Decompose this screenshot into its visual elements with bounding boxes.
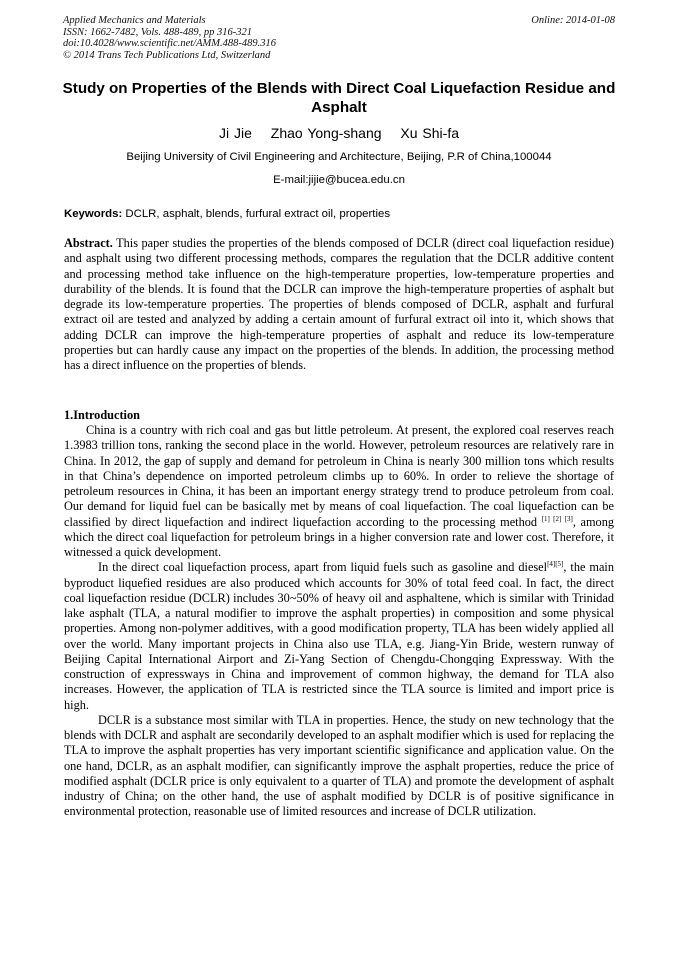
introduction-body bbox=[64, 423, 614, 820]
author-name: Ji Jie bbox=[218, 125, 252, 141]
journal-copyright: © 2014 Trans Tech Publications Ltd, Switzerland bbox=[63, 49, 271, 61]
journal-name: Applied Mechanics and Materials bbox=[63, 15, 206, 26]
abstract bbox=[64, 236, 614, 373]
affiliation: Beijing University of Civil Engineering and Architecture, Beijing, P.R of China,100044 bbox=[126, 151, 552, 163]
online-date: Online: 2014-01-08 bbox=[531, 15, 615, 26]
author-email: E-mail:jijie@bucea.edu.cn bbox=[273, 174, 405, 186]
paper-title: Study on Properties of the Blends with Direct Coal Liquefaction Residue and Asphalt bbox=[62, 80, 616, 116]
citation: [1] [2] [3] bbox=[541, 514, 573, 523]
journal-doi: doi:10.4028/www.scientific.net/AMM.488-489.316 bbox=[63, 38, 276, 49]
section-heading: 1.Introduction bbox=[64, 408, 140, 422]
journal-info bbox=[63, 15, 276, 61]
citation: [4][5] bbox=[547, 560, 564, 569]
abstract-label: Abstract. bbox=[64, 236, 113, 250]
paragraph: DCLR is a substance most similar with TLA in properties. Hence, the study on new technology that the blends with DCLR and asphalt are secondarily developed to an asphalt modifier which is used for replacing the TLA to improve the asphalt properties has very important scientific significance and application value. On the one hand, DCLR, as an asphalt modifier, can significantly improve the asphalt properties, reduce the price of modified asphalt (DCLR price is only equivalent to a quarter of TLA) and promote the development of asphalt industry of China; on the other hand, the use of asphalt modified by DCLR is of positive significance in environmental protection, reasonable use of limited resources and increase of DCLR utilization. bbox=[64, 712, 614, 819]
keywords bbox=[64, 207, 614, 221]
keywords-text: DCLR, asphalt, blends, furfural extract oil, properties bbox=[122, 208, 391, 220]
author-name: Zhao Yong-shang bbox=[270, 125, 382, 141]
paragraph: China is a country with rich coal and gas but little petroleum. At present, the explored coal reserves reach 1.3983 trillion tons, ranking the second place in the world. However, petroleum resources are relatively rare in China. In 2012, the gap of supply and demand for petroleum in China is nearly 300 million tons which results in that China’s dependence on imported petroleum climbs up to 60%. In order to relieve the shortage of petroleum resources in China, it has been an important energy strategy trend to produce petroleum from coal. Our demand for liquid fuel can be basically met by means of coal liquefaction. The coal liquefaction can be classified by direct liquefaction and indirect liquefaction according to the processing method [1] [2] [3], among which the direct coal liquefaction for petroleum brings in a higher conversion rate and lower cost. Therefore, it witnessed a quick development. bbox=[64, 423, 614, 559]
author-name: Xu Shi-fa bbox=[400, 125, 460, 141]
keywords-label: Keywords: bbox=[64, 208, 123, 220]
paragraph: In the direct coal liquefaction process, apart from liquid fuels such as gasoline and diesel[4][5], the main byproduct liquefied residues are also produced which accounts for 30% of total feed coal. In fact, the direct coal liquefaction residue (DCLR) includes 30~50% of heavy oil and asphaltene, which is similar with Trinidad lake asphalt (TLA, a natural modifier to improve the asphalt properties) in composition and some physical properties. Among non-polymer additives, with a good modification property, TLA has been widely applied all over the world. Many important projects in China also use TLA, e.g. Jiang-Yin Bride, western runway of Beijing Capital International Airport and Zi-Yang Section of Chengdu-Chongqing Expressway. With the construction of expressways in China and improvement of common highway, the demand for TLA also increases. However, the application of TLA is restricted since the TLA source is limited and import price is high. bbox=[64, 560, 614, 712]
author-list bbox=[60, 125, 618, 142]
journal-issn: ISSN: 1662-7482, Vols. 488-489, pp 316-321 bbox=[63, 26, 252, 38]
abstract-text: This paper studies the properties of the blends composed of DCLR (direct coal liquefaction residue) and asphalt using two different processing methods, compares the regulation that the DCLR additive content and processing method take influence on the high-temperature properties, low-temperature properties and durability of the blends. It is found that the DCLR can improve the high-temperature properties of asphalt but degrade its low-temperature properties. The properties of blends composed of DCLR, asphalt and furfural extract oil are tested and analyzed by adding a certain amount of furfural extract oil into it, which shows that adding DCLR can improve the high-temperature properties of asphalt and reduce its low-temperature properties but can hardly cause any impact on the properties of the blends. In addition, the processing method has a direct influence on the properties of blends. bbox=[64, 236, 614, 372]
